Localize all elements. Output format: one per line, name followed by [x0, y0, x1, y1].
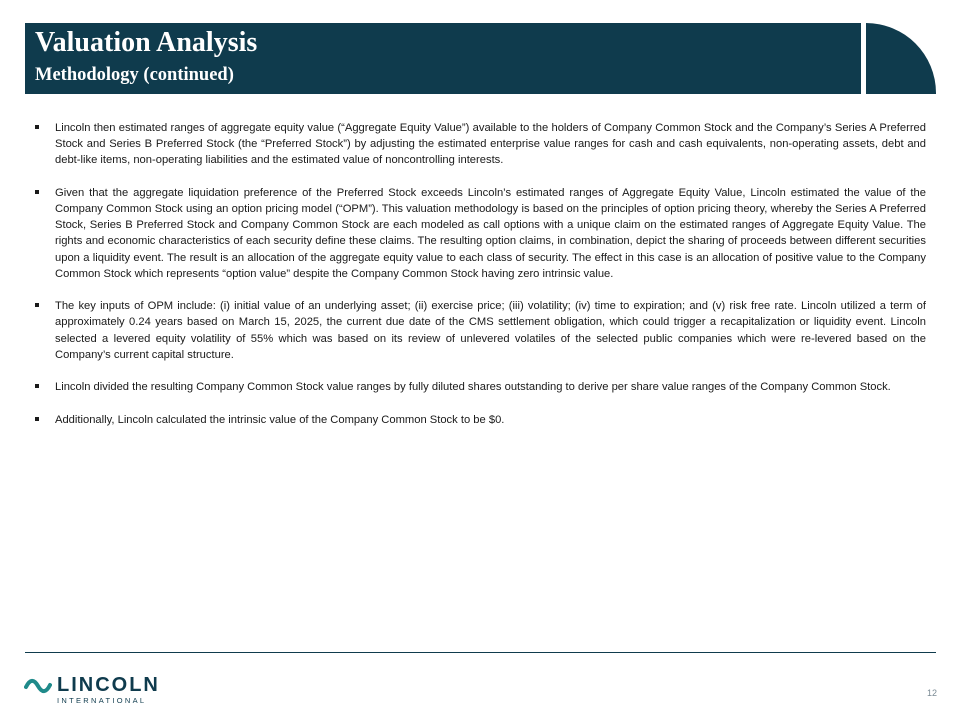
- bullet-item: [35, 298, 926, 363]
- bullet-item: [35, 379, 926, 395]
- square-bullet-icon: [35, 125, 39, 129]
- page-subtitle: Methodology (continued): [35, 65, 234, 85]
- header-bar: [25, 23, 861, 94]
- wave-logo-icon: [24, 677, 52, 695]
- square-bullet-icon: [35, 417, 39, 421]
- bullet-text: Lincoln then estimated ranges of aggregate equity value (“Aggregate Equity Value”) available to the holders of Company Common Stock and the Company’s Series A Preferred Stock and Series B Preferred Stock (the “Preferred Stock”) by adjusting the estimated enterprise value ranges for cash and cash equivalents, non-operating assets, debt and debt-like items, non-operating liabilities and the estimated value of noncontrolling interests.: [55, 122, 926, 167]
- header-corner-decoration: [866, 23, 936, 94]
- bullet-item: [35, 120, 926, 169]
- page-number: 12: [926, 688, 937, 698]
- logo-subtitle: INTERNATIONAL: [57, 696, 147, 705]
- bullet-text: Lincoln divided the resulting Company Common Stock value ranges by fully diluted shares outstanding to derive per share value ranges of the Company Common Stock.: [55, 381, 891, 394]
- logo-wordmark: LINCOLN: [57, 674, 160, 696]
- bullet-text: Additionally, Lincoln calculated the intrinsic value of the Company Common Stock to be $0.: [55, 413, 505, 426]
- footer-divider: [25, 652, 936, 653]
- lincoln-logo: [24, 674, 174, 708]
- square-bullet-icon: [35, 190, 39, 194]
- page-title: Valuation Analysis: [35, 27, 258, 58]
- bullet-item: [35, 185, 926, 282]
- square-bullet-icon: [35, 303, 39, 307]
- bullet-text: Given that the aggregate liquidation preference of the Preferred Stock exceeds Lincoln’s estimated ranges of Aggregate Equity Value, Lincoln estimated the value of the Company Common Stock using an option pricing model (“OPM”). This valuation methodology is based on the principles of option pricing theory, whereby the Series A Preferred Stock, Series B Preferred Stock and Company Common Stock are each modeled as call options with a unique claim on the estimated ranges of Aggregate Equity Value. The rights and economic characteristics of each security define these claims. The resulting option claims, in combination, depict the sharing of proceeds between different securities upon a liquidity event. The result is an allocation of the aggregate equity value to each class of security. The effect in this case is an allocation of positive value to the Company Common Stock which represents “option value” despite the Company Common Stock having zero intrinsic value.: [55, 186, 926, 280]
- bullet-text: The key inputs of OPM include: (i) initial value of an underlying asset; (ii) exercise price; (iii) volatility; (iv) time to expiration; and (v) risk free rate. Lincoln utilized a term of approximately 0.24 years based on March 15, 2025, the current due date of the CMS settlement obligation, which could trigger a recapitalization or liquidity event. Lincoln selected a levered equity volatility of 55% which was based on its review of unlevered volatiles of the selected public companies which were re-levered based on the Company’s current capital structure.: [55, 300, 926, 361]
- bullet-item: [35, 412, 926, 428]
- bullet-list: [35, 120, 926, 444]
- square-bullet-icon: [35, 384, 39, 388]
